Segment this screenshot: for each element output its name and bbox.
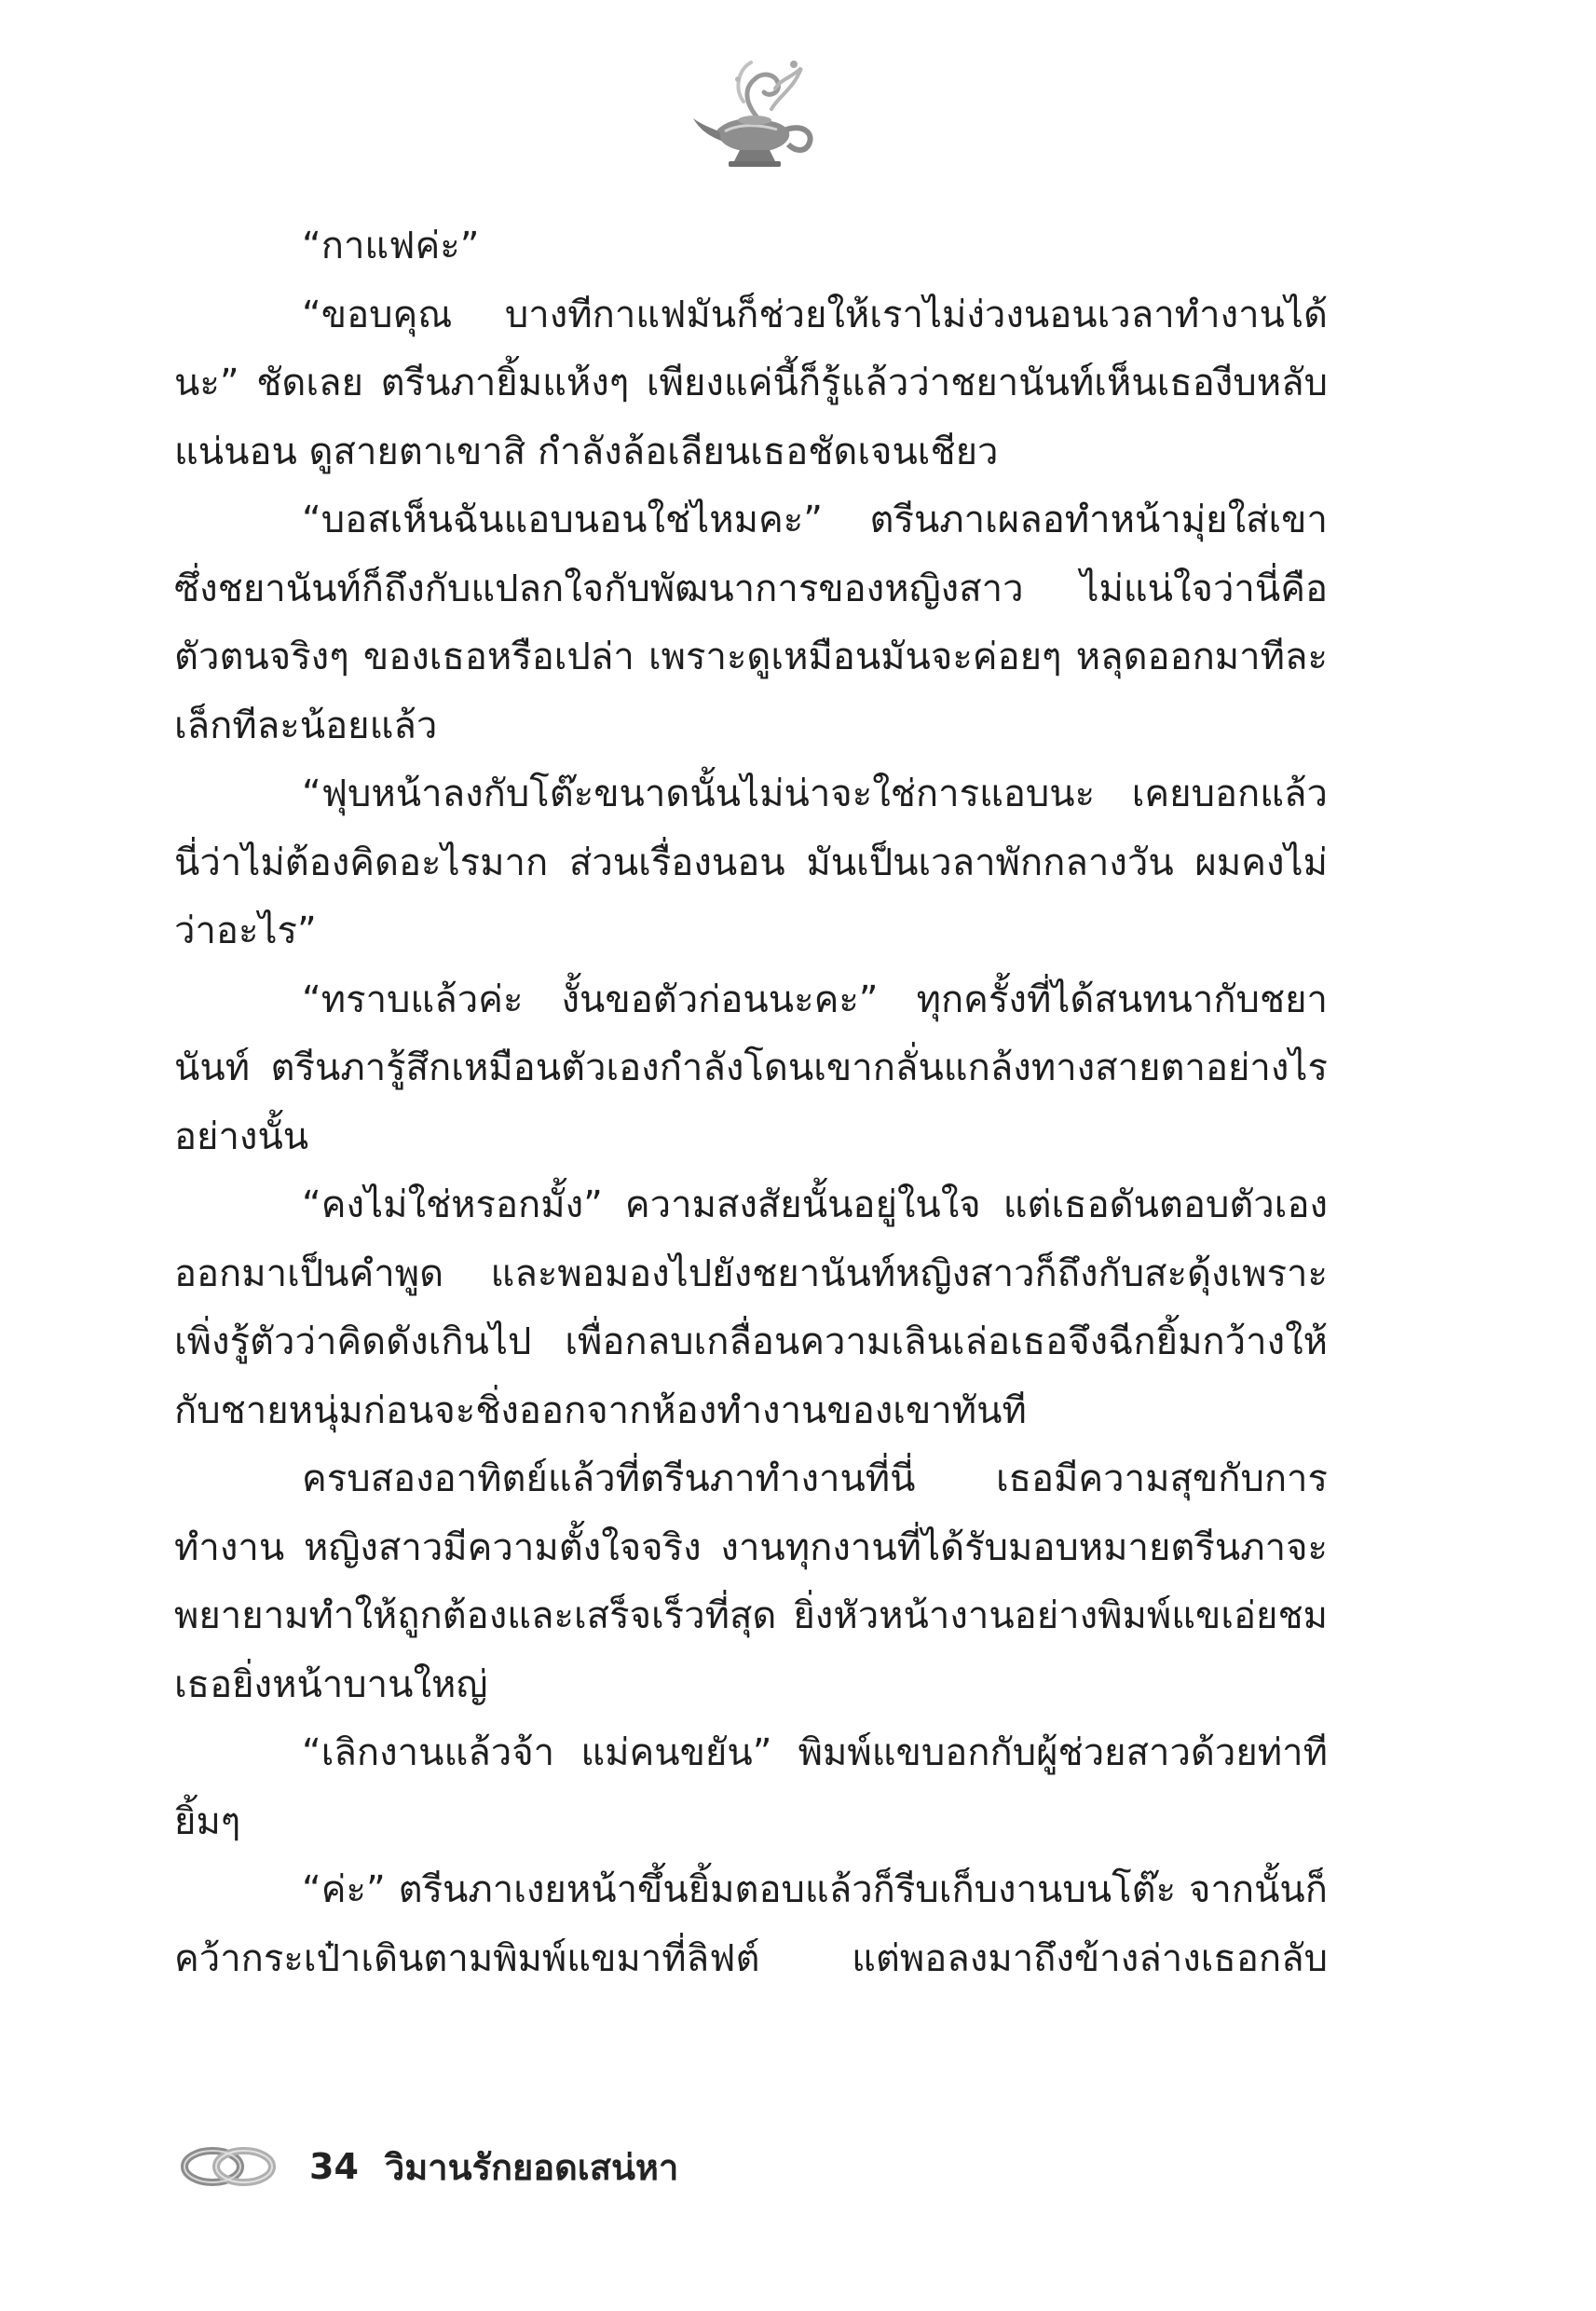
book-title: วิมานรักยอดเสน่หา xyxy=(384,2146,679,2188)
page-footer xyxy=(177,2139,678,2195)
paragraph: “ฟุบหน้าลงกับโต๊ะขนาดนั้นไม่น่าจะใช่การแอบนะ เคยบอกแล้วนี่ว่าไม่ต้องคิดอะไรมาก ส่วนเรื่องนอน มันเป็นเวลาพักกลางวัน ผมคงไม่ว่าอะไร” xyxy=(174,773,1328,952)
paragraph: “บอสเห็นฉันแอบนอนใช่ไหมคะ” ตรีนภาเผลอทำหน้ามุ่ยใส่เขา ซึ่งชยานันท์ก็ถึงกับแปลกใจกับพัฒนาการของหญิงสาว ไม่แน่ใจว่านี่คือตัวตนจริงๆ ของเธอหรือเปล่า เพราะดูเหมือนมันจะค่อยๆ หลุดออกมาทีละเล็กทีละน้อยแล้ว xyxy=(174,499,1328,747)
paragraph: ครบสองอาทิตย์แล้วที่ตรีนภาทำงานที่นี่ เธอมีความสุขกับการทำงาน หญิงสาวมีความตั้งใจจริง งานทุกงานที่ได้รับมอบหมายตรีนภาจะพยายามทำให้ถูกต้องและเสร็จเร็วที่สุด ยิ่งหัวหน้างานอย่างพิมพ์แขเอ่ยชมเธอยิ่งหน้าบานใหญ่ xyxy=(174,1457,1328,1706)
paragraph: “ขอบคุณ บางทีกาแฟมันก็ช่วยให้เราไม่ง่วงนอนเวลาทำงานได้นะ” ชัดเลย ตรีนภายิ้มแห้งๆ เพียงแค่นี้ก็รู้แล้วว่าชยานันท์เห็นเธองีบหลับแน่นอน ดูสายตาเขาสิ กำลังล้อเลียนเธอชัดเจนเชียว xyxy=(174,293,1328,473)
genie-lamp-icon xyxy=(689,51,829,172)
rings-icon xyxy=(177,2143,280,2190)
paragraph: “ทราบแล้วค่ะ งั้นขอตัวก่อนนะคะ” ทุกครั้งที่ได้สนทนากับชยานันท์ ตรีนภารู้สึกเหมือนตัวเองกำลังโดนเขากลั่นแกล้งทางสายตาอย่างไรอย่างนั้น xyxy=(174,978,1328,1158)
paragraph: “เลิกงานแล้วจ้า แม่คนขยัน” พิมพ์แขบอกกับผู้ช่วยสาวด้วยท่าทียิ้มๆ xyxy=(174,1731,1328,1843)
paragraph: “คงไม่ใช่หรอกมั้ง” ความสงสัยนั้นอยู่ในใจ แต่เธอดันตอบตัวเองออกมาเป็นคำพูด และพอมองไปยังชยานันท์หญิงสาวก็ถึงกับสะดุ้งเพราะเพิ่งรู้ตัวว่าคิดดังเกินไป เพื่อกลบเกลื่อนความเลินเล่อเธอจึงฉีกยิ้มกว้างให้กับชายหนุ่มก่อนจะชิ่งออกจากห้องทำงานของเขาทันที xyxy=(174,1183,1328,1432)
paragraph: “กาแฟค่ะ” xyxy=(302,225,480,267)
paragraph: “ค่ะ” ตรีนภาเงยหน้าขึ้นยิ้มตอบแล้วก็รีบเก็บงานบนโต๊ะ จากนั้นก็คว้ากระเป๋าเดินตามพิมพ์แขมาที่ลิฟต์ แต่พอลงมาถึงข้างล่างเธอกลับ xyxy=(174,1868,1328,1980)
body-text xyxy=(174,212,1328,1993)
page-number: 34 xyxy=(309,2146,359,2187)
